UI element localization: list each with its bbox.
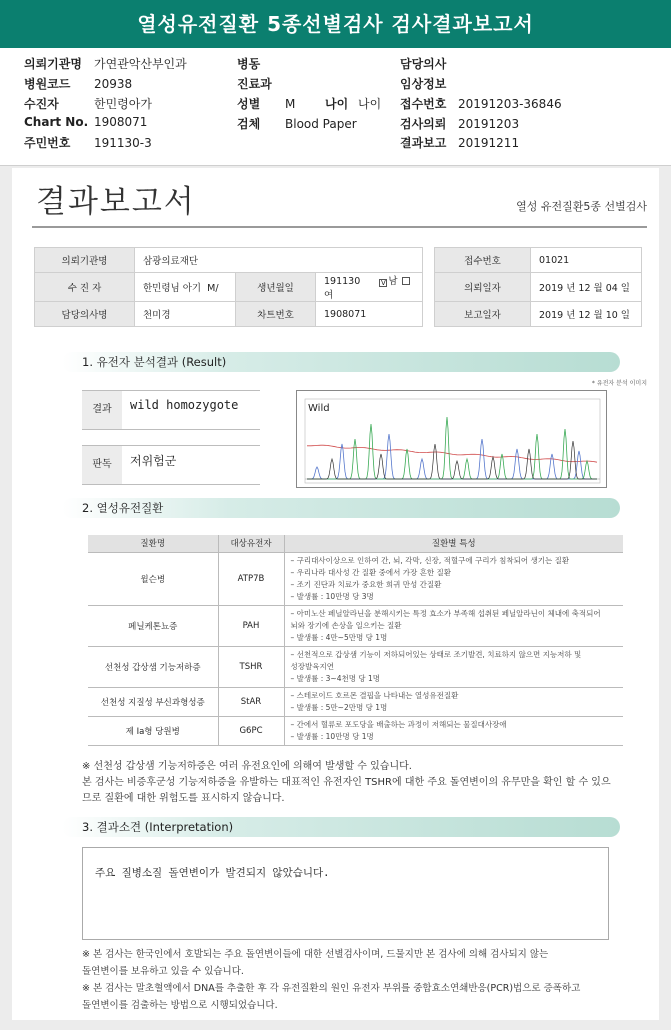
info-label: 수 진 자	[35, 273, 135, 302]
info-label: 담당의사명	[35, 302, 135, 327]
electropherogram-image	[296, 390, 607, 488]
footnotes: ※ 본 검사는 한국인에서 호발되는 주요 돌연변이들에 대한 선별검사이며, 드물지만 본 검사에 의해 검사되지 않는 돌연변이를 보유하고 있을 수 있습니다. ※ 본 검사는 말초혈액에서 DNA를 추출한 후 각 유전질환의 원인 유전자 부위를 중합효소연쇄반응(PCR)법으로 증폭하고 돌연변이를 검출하는 방법으로 시행되었습니다.	[82, 949, 581, 1011]
info-value: 2019 년 12 월 04 일	[531, 273, 642, 302]
patient-info-panel	[0, 48, 671, 166]
interpretation-box	[82, 847, 609, 940]
disease-name: 윌슨병	[88, 552, 218, 605]
title-divider	[32, 226, 647, 228]
chart-wild-label: Wild	[308, 403, 330, 414]
checkbox-female	[402, 277, 410, 285]
electropherogram-trace	[297, 391, 608, 489]
feature-line: – 조기 진단과 치료가 중요한 희귀 만성 간질환	[290, 579, 442, 589]
table-row	[88, 687, 623, 716]
info-value: 삼광의료재단	[135, 248, 423, 273]
feature-line: – 발생률 : 3~4천명 당 1명	[290, 673, 381, 683]
report-title: 결과보고서	[36, 184, 196, 220]
disease-gene: TSHR	[218, 646, 284, 687]
disease-features	[284, 646, 623, 687]
judgment-label: 판독	[82, 446, 122, 484]
disease-features	[284, 687, 623, 716]
disease-gene: PAH	[218, 605, 284, 646]
disease-name: 선천성 지질성 부신과형성증	[88, 687, 218, 716]
disease-name: 페닐케톤뇨증	[88, 605, 218, 646]
disease-table	[88, 535, 623, 746]
info-label: 접수번호	[435, 248, 531, 273]
col-header: 질환명	[88, 535, 218, 552]
result-report-document	[12, 168, 659, 1020]
section-diseases-heading: 2. 열성유전질환	[62, 498, 620, 518]
disease-name: 제 Ia형 당원병	[88, 716, 218, 745]
table-row	[88, 605, 623, 646]
info-value: 2019 년 12 월 10 일	[531, 302, 642, 327]
checkbox-male: V	[380, 279, 386, 287]
feature-line: – 구리대사이상으로 인하여 간, 뇌, 각막, 신장, 적혈구에 구리가 침착되어 생기는 질환	[290, 555, 570, 565]
info-value: 1908071	[316, 302, 423, 327]
table-row	[88, 646, 623, 687]
field-subject: 수진자 한민령아가	[24, 97, 152, 111]
field-age: 나이 나이	[325, 97, 382, 111]
field-clinical-info: 임상정보	[400, 77, 447, 91]
section-interpretation-heading: 3. 결과소견 (Interpretation)	[62, 817, 620, 837]
field-ward: 병동	[237, 57, 261, 71]
feature-line: – 선천적으로 갑상샘 기능이 저하되어있는 상태로 조기발견, 치료하지 않으면 지능저하 및	[290, 649, 582, 659]
field-hospital-code: 병원코드 20938	[24, 77, 133, 91]
feature-line: 성장발육지연	[290, 661, 334, 671]
info-label: 의뢰기관명	[35, 248, 135, 273]
info-value: 01021	[531, 248, 642, 273]
result-value: wild homozygote	[130, 398, 239, 412]
table-row	[88, 716, 623, 745]
disease-name: 선천성 갑상샘 기능저하증	[88, 646, 218, 687]
result-row	[82, 390, 260, 430]
disease-gene: ATP7B	[218, 552, 284, 605]
feature-line: – 스테로이드 호르몬 결핍을 나타내는 열성유전질환	[290, 690, 459, 700]
table-row	[88, 552, 623, 605]
info-label: 의뢰일자	[435, 273, 531, 302]
field-doctor: 담당의사	[400, 57, 447, 71]
field-specimen: 검체 Blood Paper	[237, 117, 357, 131]
info-label: 생년월일	[236, 273, 316, 302]
judgment-value: 저위험군	[130, 454, 177, 468]
info-label: 차트번호	[236, 302, 316, 327]
disease-gene: StAR	[218, 687, 284, 716]
disease-features	[284, 605, 623, 646]
report-header-title: 열성유전질환 5종선별검사 검사결과보고서	[0, 0, 671, 48]
field-sex: 성별 M	[237, 97, 296, 111]
disease-gene: G6PC	[218, 716, 284, 745]
field-department: 진료과	[237, 77, 272, 91]
field-resident-no: 주민번호 191130-3	[24, 136, 152, 150]
interpretation-text: 주요 질병소질 돌연변이가 발견되지 않았습니다.	[95, 867, 330, 879]
info-value: 한민령님 아기 M/	[135, 273, 236, 302]
report-subtitle: 열성 유전질환5종 선별검사	[516, 200, 647, 213]
feature-line: 뇌와 장기에 손상을 일으키는 질환	[290, 620, 402, 630]
field-institution: 의뢰기관명 가연관악산부인과	[24, 57, 187, 71]
info-label: 보고일자	[435, 302, 531, 327]
field-chart-no: Chart No. 1908071	[24, 115, 148, 129]
info-value: 191130 V 남 여	[316, 273, 423, 302]
field-receipt-no: 접수번호 20191203-36846	[400, 97, 562, 111]
feature-line: – 발생률 : 5만~2만명 당 1명	[290, 702, 388, 712]
judgment-row	[82, 445, 260, 485]
col-header: 대상유전자	[218, 535, 284, 552]
field-request-date: 검사의뢰 20191203	[400, 117, 520, 131]
feature-line: – 발생률 : 10만명 당 1명	[290, 731, 374, 741]
section-result-heading: 1. 유전자 분석결과 (Result)	[62, 352, 620, 372]
field-report-date: 결과보고 20191211	[400, 136, 520, 150]
feature-line: – 발생률 : 10만명 당 3명	[290, 591, 374, 601]
result-label: 결과	[82, 391, 122, 429]
feature-line: – 간에서 혈류로 포도당을 배출하는 과정이 저해되는 물질대사장애	[290, 719, 507, 729]
feature-line: – 아미노산 페닐알라닌을 분해시키는 특정 효소가 부족해 섭취된 페닐알라닌이 체내에 축적되어	[290, 608, 601, 618]
disease-features	[284, 716, 623, 745]
col-header: 질환별 특성	[284, 535, 623, 552]
info-value: 천미경	[135, 302, 236, 327]
feature-line: – 우리나라 대사성 간 질환 중에서 가장 흔한 질환	[290, 567, 451, 577]
note-tshr: ※ 선천성 갑상샘 기능저하증은 여러 유전요인에 의해여 발생할 수 있습니다. 본 검사는 비증후군성 기능저하증을 유발하는 대표적인 유전자인 TSHR에 대한 주요 돌연변이의 유무만을 확인 할 수 있으 므로 질환에 대한 위험도를 표시하지 않습니다.	[82, 761, 611, 804]
feature-line: – 발생률 : 4만~5만명 당 1명	[290, 632, 388, 642]
disease-features	[284, 552, 623, 605]
image-note: * 유전자 분석 이미지	[591, 380, 647, 387]
report-info-table	[34, 247, 642, 327]
